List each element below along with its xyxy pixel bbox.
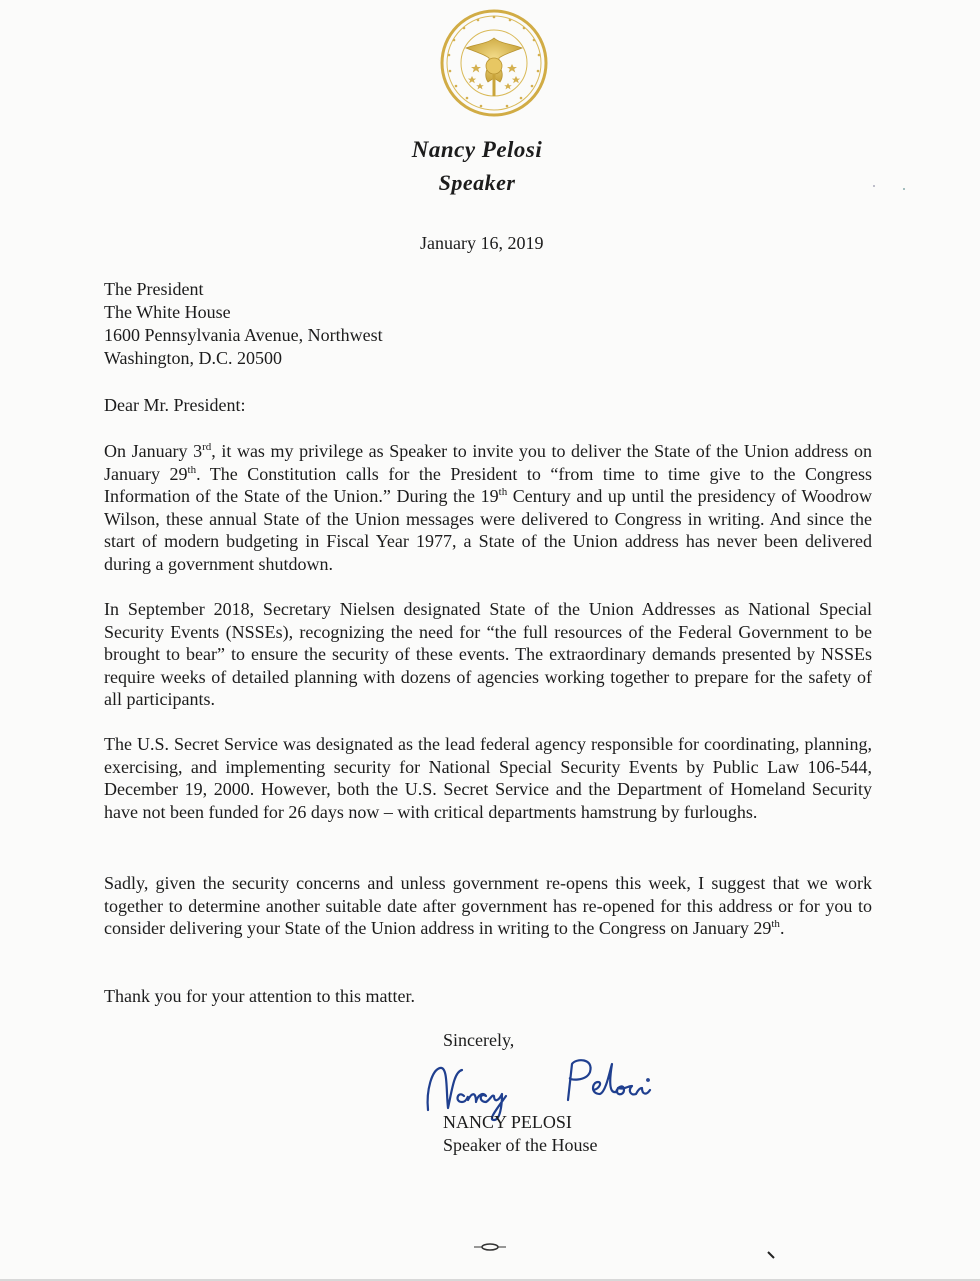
closing: Sincerely,: [443, 1030, 515, 1050]
paper-speck: [903, 188, 905, 190]
paper-speck: [873, 185, 875, 187]
body-paragraph-1: On January 3rd, it was my privilege as Speaker to invite you to deliver the State of the Union address on January 29th. The Constitution calls for the President to “from time to time give to the Congress Information of the State of the Union.” During the 19th Century and up until the presidency of Woodrow Wilson, these annual State of the Union messages were delivered to Congress in writing. And since the start of modern budgeting in Fiscal Year 1977, a State of the Union address has never been delivered during a government shutdown.: [104, 441, 873, 574]
recipient-line: The President: [104, 279, 204, 299]
salutation: Dear Mr. President:: [104, 395, 246, 415]
body-paragraph-5: Thank you for your attention to this matter.: [104, 986, 415, 1006]
body-paragraph-4: Sadly, given the security concerns and unless government re-opens this week, I suggest that we work together to determine another suitable date after government has re-opened for this address or for you to consider delivering your State of the Union address in writing to the Congress on January 29th.: [104, 873, 872, 939]
signer-title: Speaker of the House: [443, 1135, 598, 1155]
letterhead-name: Nancy Pelosi: [411, 137, 543, 162]
letter-date: January 16, 2019: [420, 233, 544, 253]
recipient-line: Washington, D.C. 20500: [104, 348, 283, 368]
speaker-seal-icon: [432, 8, 556, 118]
body-paragraph-3: The U.S. Secret Service was designated as the lead federal agency responsible for coordinating, planning, exercising, and implementing security for National Special Security Events by Public Law 106-544, December 19, 2000. However, both the U.S. Secret Service and the Department of Homeland Security have not been funded for 26 days now – with critical departments hamstrung by furloughs.: [104, 734, 872, 822]
recipient-line: The White House: [104, 302, 231, 322]
recipient-line: 1600 Pennsylvania Avenue, Northwest: [104, 325, 383, 345]
letterhead-title: Speaker: [438, 170, 516, 195]
signer-name: NANCY PELOSI: [443, 1112, 572, 1132]
body-paragraph-2: In September 2018, Secretary Nielsen designated State of the Union Addresses as National Special Security Events (NSSEs), recognizing the need for “the full resources of the Federal Government to be brought to bear” to ensure the security of these events. The extraordinary demands presented by NSSEs require weeks of detailed planning with dozens of agencies working together to prepare for the safety of all participants.: [104, 599, 872, 710]
stray-mark-icon: [766, 1250, 776, 1260]
recipient-address: [104, 278, 383, 370]
ornament-icon: [470, 1240, 510, 1254]
